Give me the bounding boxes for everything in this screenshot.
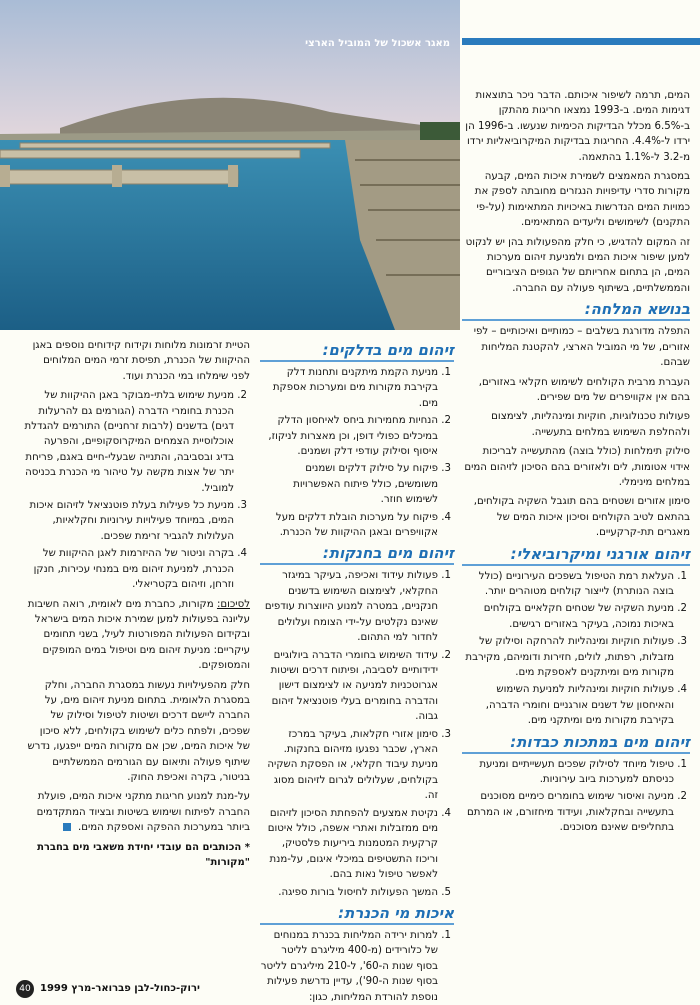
closing-text: על-מנת למנוע חריגות מתקני איכות המים, פועלת החברה לפיתוח ושימוש בשיטות ובציוד המתקדמים ביותר במערכות ההפקה ואספקת המים. bbox=[36, 791, 250, 834]
summary-text: מקורות, כחברת מים לאומית, רואה חשיבות עליונה בפעולות למען שמירת איכות המים בישראל ובקידום הפעולות המפורטות לעיל, בשני תחומים עיקריים: מניעת זיהום מים וטיפול במים המופקים והמסופקים. bbox=[27, 598, 250, 672]
paragraph: זה המקום להדגיש, כי חלק מהפעולות בהן יש לנקוט למען שיפור איכות המים ולמניעת זיהום מערכות המים, הן בתחום אחריותם של הגופים הציבוריים והממשלתיים, בשיתוף פעולה עם החברה. bbox=[465, 236, 690, 294]
heading-organic: זיהום אורגני ומיקרוביאלי: bbox=[462, 545, 690, 566]
column-right bbox=[462, 88, 690, 968]
list-item: 3. מניעת כל פעילות בעלת פוטנציאל לזיהום איכות המים, במיוחד פעילויות עירוניות וחקלאיות, העלולות להגביר זרימת שפכים. bbox=[24, 498, 234, 544]
paragraph: סימון אזורים ושטחים בהם תוגבל השקיה בקולחים, בהתאם לטיב הקולחים וסיכון איכות המים של מאגרים תת-קרקעיים. bbox=[473, 496, 690, 539]
summary-paragraph bbox=[24, 597, 250, 674]
paragraph: חלק מהפעילויות נעשות במסגרת החברה, וחלק במסגרת הלאומית. בתחום מניעת זיהום מים, על החברה ליישם דרכים ושיטות לטיפול וסילוק של שפכים, ולפתח כלים לשימוש בקולחים, ללא סיכון של איכות המים, שכן אם מקורות המים ייפגעו, נדרש שיתוף פעולה ותיאום עם הגורמים הממשלתיים בניטור, בקרה ואכיפת החוק. bbox=[27, 679, 250, 783]
paragraph: הטיית זרמונות מלוחות וקידוח קידוחים נוספים באגן ההיקוות של הכנרת, תפיסת זרמי המים המלוחים לפני שימלחו במי הכנרת ועוד. bbox=[32, 340, 250, 382]
list-item: 3. סימון אזורי חקלאות, בעיקר במרכז הארץ, שכבר נפגעו מזיהום בחנקות. מניעת עיבוד חקלאי, או הפסקת השקיה בקולחים, שעלולים לגרום לזיהום מסוג זה. bbox=[260, 727, 438, 804]
list-item: 1. טיפול מיוחד לסילוק שפכים תעשייתיים ומניעת כניסתם למערכות ביוב עירוניות. bbox=[462, 757, 674, 788]
author-note: * הכותבים הם עובדי יחידת משאבי מים בחברת "מקורות" bbox=[37, 841, 250, 868]
list-item: 4. נקיטת אמצעים להפחתת הסיכון לזיהום מים ממזבלות ואתרי אשפה, כולל איטום קרקעית המטמנות ביריעות פלסטיק, וריכוז התשטיפים במיכלי איגום, על-מנת לאפשר טיפול נאות בהם. bbox=[260, 806, 438, 883]
top-rule bbox=[462, 38, 700, 45]
organic-list bbox=[462, 569, 690, 729]
paragraph: התפלה מדורגת בשלבים – כמותיים ואיכותיים – לפי אזורים, של מי המוביל הארצי, להקטנת המליחות שבהם. bbox=[473, 326, 690, 369]
reservoir-illustration bbox=[0, 0, 460, 330]
list-item: 3. פעולות חוקיות ומינהליות להרחקה וסילוק של מזבלות, רפתות, לולים, חזירות ודומיהם, מקירבת מקורות מים ומיתקנים לאספקת מים. bbox=[462, 634, 674, 680]
column-left bbox=[24, 338, 250, 968]
paragraph: פעולות טכנולוגיות, חוקיות ומינהליות, לצימצום ולהחלפת השימוש במלחים בתעשייה. bbox=[491, 411, 690, 438]
list-item: 1. העלאת רמת הטיפול בשפכים העירוניים (כולל בוצה הנותרת) לייצור קולחים מטוהרים יותר. bbox=[462, 569, 674, 600]
end-mark-icon bbox=[63, 823, 71, 831]
list-item: 4. פעולות חוקיות ומינהליות למניעת השימוש והאיחסון של דשנים אורגניים וחומרי הדברה, בקירבת מקורות מים ומיתקני מים. bbox=[462, 682, 674, 728]
list-item: 4. בקרה וניטור של ההיזרמות לאגן ההיקוות של הכנרת, למניעת זיהום מים במנחי עכירות, חנקן וזרחן, וזיהום בקטריאלי. bbox=[24, 546, 234, 592]
metals-list bbox=[462, 757, 690, 836]
list-item: 2. עידוד השימוש בחומרי הדברה ביולוגיים ידידותיים לסביבה, ופיתוח דרכים ושיטות אגרוטכניות למניעה או לצימצום דישון והדברה בחומרים בעלי פוטנציאל זיהום גבוה. bbox=[260, 648, 438, 725]
list-item: 2. הנחיות מחמירות ביחס לאיחסון הדלק במיכלים כפולי דופן, וכן מאצרות לניקוז, איסוף וסילוק עודפי דלק ושמנים. bbox=[260, 413, 438, 459]
nitrates-list bbox=[260, 568, 454, 900]
paragraph: סילוק תימלחות (כולל בוצה) מהתעשייה לבריכות אידוי אטומות, לים ולאזורים בהם הסיכון לזיהום המים במלחים מינימלי. bbox=[464, 446, 690, 488]
list-item: 1. למרות ירידה המליחות בכנרת במנוחים של כלורידים (מ-400 מיליגרם לליטר בסוף שנות ה-60', ל-210 מיליגרם לליטר בסוף שנות ה-90'), עדיין נדרשת פעילות נוספת להורדת המליחות, כגון: bbox=[260, 928, 438, 1005]
heading-kinneret: איכות מי הכנרת: bbox=[260, 904, 454, 925]
paragraph: במסגרת המאמצים לשמירת איכות המים, קבעה מקורות סדרי עדיפויות הנגזרים מחובתה לספק את כמויות המים הנדרשות באיכויות המתאימות (על-פי התקנים) לשימושים וליעדים המתאימים. bbox=[474, 171, 690, 229]
heading-metals: זיהום מים במתכות כבדות: bbox=[462, 733, 690, 754]
heading-nitrates: זיהום מים בחנקות: bbox=[260, 544, 454, 565]
list-item: 5. המשך הפעולות לחיסול בורות ספיגה. bbox=[260, 885, 438, 900]
list-item: 4. פיקוח על מערכות הובלת דלקים מעל אקוויפרים ובאגן ההיקוות של הכנרת. bbox=[260, 510, 438, 541]
heading-fuel: זיהום מים בדלקים: bbox=[260, 341, 454, 362]
page-number: 40 bbox=[16, 980, 34, 998]
column-middle bbox=[260, 338, 454, 1003]
reservoir-photo bbox=[0, 0, 460, 330]
paragraph: העברת מרבית הקולחים לשימוש חקלאי באזורים, בהם אין אקוויפרים של מים שפירים. bbox=[478, 376, 690, 403]
list-item: 1. פעולות עידוד ואכיפה, בעיקר במיגזר החקלאי, לצימצום השימוש בדשנים חנקניים, במטרה למנוע היווצרות עודפים שאינם נקלטים על-ידי הצומח ועלולים לחדור למי התהום. bbox=[260, 568, 438, 645]
photo-caption: מאגר אשכול של המוביל הארצי bbox=[305, 38, 450, 49]
list-item: 2. מניעת שימוש בלתי-מבוקר באגן ההיקוות של הכנרת בחומרי הדברה (הגורמים גם להרעלות דגים) בדשנים (לרבות זרחניים) התורמים להגדלת אוכלוסיית הצמחים המיקרוסקופיים, והפרעה בדיג ובסביבה, והתנייה שבעלי-חיים באגם, פריחת יתר של אצות מקשה על טיהור מי הכנרת בכניסה למוביל. bbox=[24, 388, 234, 496]
issue-label: ירוק-כחול-לבן פברואר-מרץ 1999 bbox=[40, 983, 200, 994]
page-footer bbox=[0, 979, 700, 1001]
heading-salinity: בנושא המלחה: bbox=[462, 300, 690, 321]
list-item: 3. פיקוח על סילוק דלקים ושמנים משומשים, כולל פיתוח האפשרויות לשימוש חוזר. bbox=[260, 461, 438, 507]
intro-paragraph: המים, תרמה לשיפור איכותם. הדבר ניכר בתוצאות דגימות המים. ב-1993 נמצאו חריגות מהתקן ב-6.5% מכלל הבדיקות הכימיות שנעשו. ב-1996 הן ירדו ל-4.4%. החריגות בבדיקות המיקרוביאליות ירדו מ-3.2 ל-1.1% בהתאמה. bbox=[465, 90, 690, 163]
fuel-list bbox=[260, 365, 454, 540]
summary-label: לסיכום: bbox=[216, 598, 250, 610]
list-item: 2. מניעת השקיה של שטחים חקלאיים בקולחים באיכות נמוכה, בעיקר באזורים רגישים. bbox=[462, 601, 674, 632]
closing-paragraph bbox=[24, 789, 250, 835]
list-item: 2. מניעה ואיסור שימוש בחומרים כימיים מסוכנים בתעשייה ובחקלאות, ועידוד מיחזורם, או המרתם בתחליפים שאינם מסוכנים. bbox=[462, 789, 674, 835]
kinneret-list-continued bbox=[24, 388, 250, 592]
list-item: 1. מניעת הקמת מיתקנים ותחנות דלק בקירבת מקורות מים ומערכות אספקת מים. bbox=[260, 365, 438, 411]
